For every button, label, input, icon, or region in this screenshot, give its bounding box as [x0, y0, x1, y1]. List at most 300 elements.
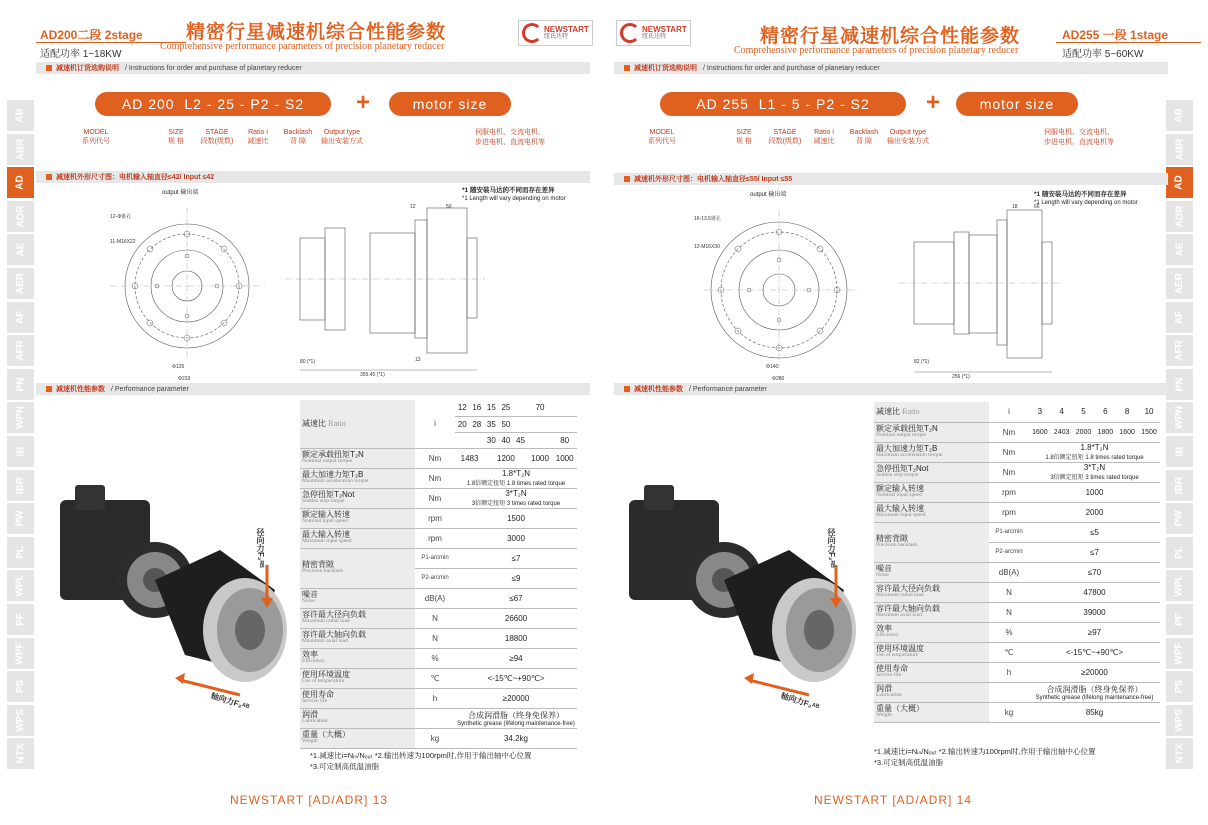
spec-row	[874, 462, 1160, 482]
spec-label-en: Noise	[302, 598, 315, 605]
footnote-line: *3.可定制高低温油脂	[874, 758, 944, 768]
spec-row	[300, 608, 577, 628]
length-note-cn: *1 随安装马达的不同而存在差异	[462, 187, 555, 194]
side-tab-label: AB	[1173, 108, 1185, 123]
code-sep: -	[805, 96, 812, 112]
spec-label-cn: 润滑	[876, 683, 892, 693]
label-en: Ratio i	[248, 129, 268, 136]
spec-unit: P2-arcmin	[415, 568, 455, 588]
model-code: AD200二段 2stage	[40, 28, 143, 42]
spec-label-en: Lubrication	[876, 692, 902, 699]
spec-row	[300, 508, 577, 528]
svg-text:12-M16X30: 12-M16X30	[694, 244, 720, 250]
spec-value	[1029, 642, 1160, 662]
spec-value: ≤7	[1029, 542, 1160, 562]
spec-row	[300, 648, 577, 668]
side-tab-label: WPF	[15, 641, 26, 665]
spec-value-main: 合成润滑脂（终身免保养）	[468, 710, 564, 720]
spec-value	[455, 668, 577, 688]
svg-text:Φ280: Φ280	[772, 376, 785, 382]
spec-unit: dB(A)	[415, 588, 455, 608]
axial-force-label: 轴向力F₂ᴬᴮ	[209, 691, 251, 712]
spec-value: 2403	[1051, 422, 1073, 442]
spec-label-cn: 急停扭矩T₂Not	[302, 489, 355, 499]
spec-row	[300, 468, 577, 488]
spec-label-cn: 效率	[302, 649, 318, 659]
spec-label-en: Lubrication	[302, 718, 328, 725]
side-tab-label: AB	[14, 108, 26, 123]
spec-label	[874, 622, 989, 642]
spec-label-cn: 精密背隙	[876, 533, 908, 543]
spec-label-en: Maximum input speed	[876, 512, 926, 519]
spec-unit: rpm	[989, 482, 1029, 502]
ratio-cell: 3	[1029, 402, 1051, 422]
spec-unit: kg	[415, 728, 455, 748]
svg-text:Φ140: Φ140	[766, 364, 779, 370]
spec-label	[874, 482, 989, 502]
spec-unit: N	[415, 608, 455, 628]
spec-value-main: 47800	[1083, 587, 1106, 597]
spec-label	[874, 602, 989, 622]
code-sep: -	[781, 96, 787, 112]
spec-value: 1483	[455, 448, 484, 468]
section-title-en: / Performance parameter	[689, 385, 767, 393]
label-cn: 系列代号	[648, 138, 676, 146]
spec-unit: ℃	[415, 668, 455, 688]
spec-value-main: ≥94	[509, 653, 523, 663]
section-title-en: / Instructions for order and purchase of planetary reducer	[125, 64, 302, 72]
code-sep: -	[206, 96, 213, 112]
ratio-cell	[552, 416, 577, 432]
ratio-cell: 5	[1073, 402, 1095, 422]
label-stage	[195, 128, 239, 146]
spec-row	[300, 528, 577, 548]
spec-label-en: Service life	[876, 672, 902, 679]
spec-label	[874, 702, 989, 722]
spec-unit: Nm	[989, 422, 1029, 442]
svg-text:11-M16X22: 11-M16X22	[110, 239, 136, 245]
side-tab-label: WPS	[1174, 708, 1185, 732]
spec-value-main: ≤67	[509, 593, 523, 603]
code-backlash: P2	[816, 96, 836, 112]
label-en: STAGE	[773, 129, 797, 136]
label-cn: 输出安装方式	[887, 138, 929, 146]
spec-table-wrap	[874, 402, 1160, 723]
spec-value-main: 1000	[1085, 487, 1104, 497]
model-code: AD255 一段 1stage	[1062, 28, 1169, 42]
side-tab-label: ABR	[1173, 138, 1185, 160]
spec-label-cn: 急停扭矩T₂Not	[876, 463, 929, 473]
dimension-section-bar	[36, 171, 590, 183]
footnotes	[874, 746, 1095, 769]
label-ratio	[809, 128, 839, 146]
spec-label-en: Sudden stop torque	[302, 498, 345, 505]
page-footer: NEWSTART [AD/ADR] 14	[814, 793, 973, 807]
spec-label	[300, 588, 415, 608]
ratio-cell: 15	[484, 400, 499, 416]
spec-value	[455, 608, 577, 628]
spec-label	[874, 642, 989, 662]
section-title: 减速机外形尺寸图：电机输入轴直径≤55/ Input ≤55	[634, 176, 793, 183]
side-tab-label: WPS	[15, 708, 26, 732]
spec-label	[300, 400, 415, 448]
label-en: SIZE	[168, 129, 184, 136]
spec-unit: i	[989, 402, 1029, 422]
side-tab-label: PW	[14, 510, 26, 527]
spec-row	[874, 422, 1160, 442]
spec-value: 1200	[484, 448, 528, 468]
length-note-cn: *1 随安装马达的不同而存在差异	[1034, 191, 1127, 198]
side-tab-label: AF	[1174, 310, 1185, 324]
spec-label	[300, 648, 415, 668]
spec-value	[455, 728, 577, 748]
page-subtitle: Comprehensive performance parameters of precision planetary reducer	[734, 45, 1019, 56]
order-code-pill	[95, 92, 331, 116]
side-tab-label: AE	[15, 242, 26, 257]
section-title: 减速机性能参数	[634, 386, 683, 393]
ratio-cell: 25	[499, 400, 514, 416]
spec-unit: h	[415, 688, 455, 708]
spec-value	[1029, 682, 1160, 702]
spec-label	[874, 442, 989, 462]
label-model	[644, 128, 680, 146]
spec-unit: ℃	[989, 642, 1029, 662]
side-tab-label: AFR	[15, 340, 26, 361]
label-cn: 段数(级数)	[768, 138, 802, 146]
side-tab-label: PL	[1174, 545, 1185, 559]
ratio-cell: 45	[513, 432, 528, 448]
output-label: output 输出端	[750, 192, 787, 198]
section-title: 减速机外形尺寸图：电机输入轴直径≤42/ Input ≤42	[56, 174, 215, 181]
code-stage: L1	[758, 96, 777, 112]
side-tab-label: IBR	[1173, 476, 1185, 494]
section-marker-icon	[46, 174, 52, 180]
spec-value-main: 18800	[504, 633, 528, 643]
label-cn: 系列代号	[82, 138, 110, 146]
side-tab-label: WPN	[15, 406, 26, 430]
spec-value-sub: 3倍额定扭矩 3 times rated torque	[471, 501, 561, 507]
spec-value	[1029, 442, 1160, 462]
spec-label	[300, 468, 415, 488]
label-cn: 输出安装方式	[321, 138, 363, 146]
svg-text:16-13.5锥孔: 16-13.5锥孔	[694, 216, 721, 222]
spec-value	[455, 488, 577, 508]
page-title: 精密行星减速机综合性能参数	[760, 25, 1021, 47]
spec-table	[300, 400, 577, 749]
label-en: MODEL	[83, 129, 109, 136]
side-tab-label: PS	[15, 680, 26, 694]
spec-value: ≤9	[455, 568, 577, 588]
footnotes	[310, 750, 531, 773]
spec-value-main: 合成润滑脂（终身免保养）	[1046, 684, 1143, 694]
spec-label-cn: 容许最大轴向负载	[876, 603, 940, 613]
spec-unit: rpm	[415, 528, 455, 548]
label-en: MODEL	[649, 129, 675, 136]
header-rule	[1056, 42, 1201, 43]
svg-text:18: 18	[1012, 204, 1018, 210]
spec-value	[455, 468, 577, 488]
spec-unit: %	[989, 622, 1029, 642]
motor-note-line: 步进电机、直流电机等	[475, 138, 545, 146]
label-backlash	[279, 128, 317, 146]
spec-row	[874, 502, 1160, 522]
ratio-cell: 28	[470, 416, 485, 432]
spec-value	[455, 508, 577, 528]
label-cn: 规 格	[736, 138, 752, 146]
spec-label	[300, 548, 415, 588]
side-tab-label: PW	[1173, 510, 1185, 527]
side-tab-label: WPF	[1174, 641, 1185, 665]
output-label: output 输出端	[162, 190, 199, 196]
length-note-en: *1 Length will vary depending on motor	[1034, 199, 1138, 206]
spec-label-cn: 最大加速力矩T₂B	[302, 469, 364, 479]
ratio-cell: 10	[1138, 402, 1160, 422]
spec-row	[874, 582, 1160, 602]
spec-label-en: Nominal output torque	[302, 458, 353, 465]
label-cn: 减速比	[247, 138, 269, 146]
spec-value	[1029, 562, 1160, 582]
spec-label-en: Precision backlash	[876, 542, 918, 549]
side-tab-label: AD	[14, 175, 26, 190]
label-size	[726, 128, 762, 146]
ratio-cell: 6	[1094, 402, 1116, 422]
spec-value-sub: Synthetic grease (lifelong maintenance-free)	[457, 720, 575, 727]
spec-value-main: 1.8*T₂N	[501, 469, 530, 478]
page-title: 精密行星减速机综合性能参数	[186, 21, 447, 43]
spec-row	[874, 442, 1160, 462]
spec-label-cn: 容许最大轴向负载	[302, 629, 366, 639]
spec-label-cn: 效率	[876, 623, 892, 633]
spec-row	[300, 588, 577, 608]
spec-label-cn: 重量（大概）	[876, 703, 924, 713]
side-tab-label: IB	[15, 446, 26, 457]
dimension-drawing	[694, 200, 1164, 385]
spec-value-main: <-15℃~+90℃>	[1065, 647, 1124, 657]
spec-unit: N	[989, 602, 1029, 622]
spec-unit: kg	[989, 702, 1029, 722]
spec-label-cn: 额定输入转速	[302, 509, 350, 519]
spec-value	[1029, 702, 1160, 722]
label-en: SIZE	[736, 129, 752, 136]
spec-label	[874, 682, 989, 702]
label-cn: 段数(级数)	[200, 138, 234, 146]
side-tab-label: AER	[1174, 272, 1185, 295]
spec-label	[874, 582, 989, 602]
label-output	[319, 128, 365, 146]
side-tab-label: AER	[15, 272, 26, 295]
logo-brand: NEWSTART	[642, 25, 687, 34]
order-section-bar	[36, 62, 590, 74]
spec-unit: %	[415, 648, 455, 668]
spec-unit: N	[989, 582, 1029, 602]
spec-label-cn: 容许最大径向负载	[302, 609, 366, 619]
code-sep: -	[274, 96, 281, 112]
spec-value	[1029, 662, 1160, 682]
product-image	[614, 470, 869, 720]
side-tab-label: WPL	[1174, 574, 1185, 597]
brand-logo	[616, 20, 691, 46]
side-tab-label: PF	[15, 613, 26, 626]
spec-label-cn: 使用环境温度	[302, 669, 350, 679]
footnote-line: *3.可定制高低温油脂	[310, 762, 380, 772]
dimension-section-bar	[614, 173, 1168, 185]
label-size	[158, 128, 194, 146]
spec-value: 1500	[1138, 422, 1160, 442]
spec-value-sub: 3倍额定扭矩 3 times rated torque	[1050, 475, 1139, 481]
spec-label-en: Maximum acceleration torque	[876, 452, 943, 459]
side-tab-label: PF	[1174, 613, 1185, 626]
ratio-cell: 40	[499, 432, 514, 448]
ratio-cell	[470, 432, 485, 448]
spec-value	[455, 628, 577, 648]
spec-value-main: 1.8*T₂N	[1080, 443, 1109, 452]
section-marker-icon	[624, 65, 630, 71]
spec-unit: P2-arcmin	[989, 542, 1029, 562]
section-title-en: / Performance parameter	[111, 385, 189, 393]
label-ratio	[243, 128, 273, 146]
ratio-cell	[455, 432, 470, 448]
spec-row	[874, 642, 1160, 662]
spec-unit: Nm	[415, 468, 455, 488]
spec-value-main: 34.2kg	[503, 733, 529, 743]
spec-label	[300, 448, 415, 468]
spec-label-cn: 额定承载扭矩T₂N	[876, 423, 938, 433]
spec-value-main: 26600	[504, 613, 528, 623]
spec-row	[300, 448, 577, 468]
spec-label-en: Use of temperature	[302, 678, 345, 685]
side-tab-label: AD	[1173, 175, 1185, 190]
spec-value	[1029, 622, 1160, 642]
power-range: 适配功率 1~18KW	[40, 49, 122, 60]
spec-label	[300, 728, 415, 748]
spec-unit	[989, 682, 1029, 702]
side-tab-label: ABR	[14, 138, 26, 160]
code-output: S2	[285, 96, 305, 112]
code-output: S2	[850, 96, 870, 112]
spec-row	[300, 708, 577, 728]
label-cn: 背 隙	[856, 138, 872, 146]
page-subtitle: Comprehensive performance parameters of precision planetary reducer	[160, 41, 445, 52]
side-tab-label: PN	[1174, 377, 1185, 392]
spec-value	[1029, 462, 1160, 482]
right-page	[604, 0, 1208, 825]
ratio-cell	[513, 400, 528, 416]
section-marker-icon	[46, 65, 52, 71]
spec-value	[455, 688, 577, 708]
label-cn: 背 隙	[290, 138, 306, 146]
spec-value	[455, 548, 577, 568]
spec-label-en: Use of temperature	[876, 652, 919, 659]
spec-value-main: ≤7	[511, 553, 521, 563]
spec-label-cn: 使用寿命	[876, 663, 908, 673]
spec-label-en: Sudden stop torque	[876, 472, 919, 479]
motor-types-note	[1044, 128, 1114, 148]
side-tab-label: WPN	[1174, 406, 1185, 430]
spec-label-en: Weight	[876, 712, 892, 719]
spec-value	[455, 588, 577, 608]
section-title: 减速机订货选购说明	[634, 65, 697, 72]
spec-unit: Nm	[989, 442, 1029, 462]
radial-force-label: 径向力F₂ᴿᴮ	[256, 528, 265, 568]
spec-row	[300, 548, 577, 568]
spec-label	[300, 528, 415, 548]
spec-value: 1800	[1094, 422, 1116, 442]
power-range: 适配功率 5~60KW	[1062, 49, 1144, 60]
performance-section-bar	[36, 383, 590, 395]
spec-row	[874, 562, 1160, 582]
spec-unit: Nm	[989, 462, 1029, 482]
spec-label-cn: 最大输入转速	[302, 529, 350, 539]
code-sep: -	[239, 96, 246, 112]
spec-value: 1600	[1029, 422, 1051, 442]
code-ratio: 5	[791, 96, 801, 112]
spec-label	[874, 422, 989, 442]
spec-value: 1600	[1116, 422, 1138, 442]
side-tab-label: PN	[15, 377, 26, 392]
section-title: 减速机性能参数	[56, 386, 105, 393]
spec-label-en: Maximum acceleration torque	[302, 478, 369, 485]
spec-value: 1000	[552, 448, 577, 468]
spec-value-main: 3*T₂N	[505, 489, 527, 498]
ratio-cell	[513, 416, 528, 432]
spec-unit: dB(A)	[989, 562, 1029, 582]
motor-note-line: 伺服电机、交流电机、	[1044, 129, 1114, 136]
svg-text:256 (*1): 256 (*1)	[952, 374, 970, 380]
code-sep: -	[840, 96, 846, 112]
svg-text:50: 50	[446, 204, 452, 210]
spec-value-main: ≥20000	[1081, 667, 1108, 677]
spec-label-cn: 最大加速力矩T₂B	[876, 443, 938, 453]
motor-note-line: 步进电机、直流电机等	[1044, 138, 1114, 146]
side-tab-label: ADR	[14, 205, 26, 228]
code-stage: L2	[184, 96, 202, 112]
side-tab-label: PS	[1174, 680, 1185, 694]
spec-row	[874, 702, 1160, 722]
label-en: Output type	[323, 129, 361, 136]
length-note-en: *1 Length will vary depending on motor	[462, 195, 566, 202]
svg-text:12-Φ锥孔: 12-Φ锥孔	[110, 214, 132, 220]
spec-value-main: 2000	[1085, 507, 1104, 517]
spec-row	[874, 482, 1160, 502]
spec-label	[300, 508, 415, 528]
footnote-line: *1.减速比i=Nᵢₙ/Nₒᵤₜ *2.输出转速为100rpm时,作用于输出轴中心位置	[310, 751, 532, 760]
label-model	[78, 128, 114, 146]
ratio-cell: 80	[552, 432, 577, 448]
spec-unit: N	[415, 628, 455, 648]
spec-label	[874, 662, 989, 682]
spec-label-en: Maximum input speed	[302, 538, 352, 545]
spec-value	[1029, 502, 1160, 522]
plus-icon: +	[926, 89, 941, 116]
label-backlash	[845, 128, 883, 146]
spec-label-cn: 重量（大概）	[302, 729, 350, 739]
spec-value	[455, 648, 577, 668]
spec-value	[1029, 582, 1160, 602]
side-tab-label: NTX	[15, 743, 26, 764]
spec-row	[300, 628, 577, 648]
label-en: STAGE	[205, 129, 229, 136]
motor-note-line: 伺服电机、交流电机、	[475, 129, 545, 136]
spec-unit: rpm	[989, 502, 1029, 522]
spec-unit	[415, 708, 455, 728]
ratio-row	[300, 400, 577, 416]
spec-label-cn: 使用寿命	[302, 689, 334, 699]
spec-label-en: Weight	[302, 738, 318, 745]
spec-label-cn: 使用环境温度	[876, 643, 924, 653]
motor-types-note	[475, 128, 545, 148]
spec-label	[300, 688, 415, 708]
spec-label-en: Ratio	[902, 406, 920, 416]
